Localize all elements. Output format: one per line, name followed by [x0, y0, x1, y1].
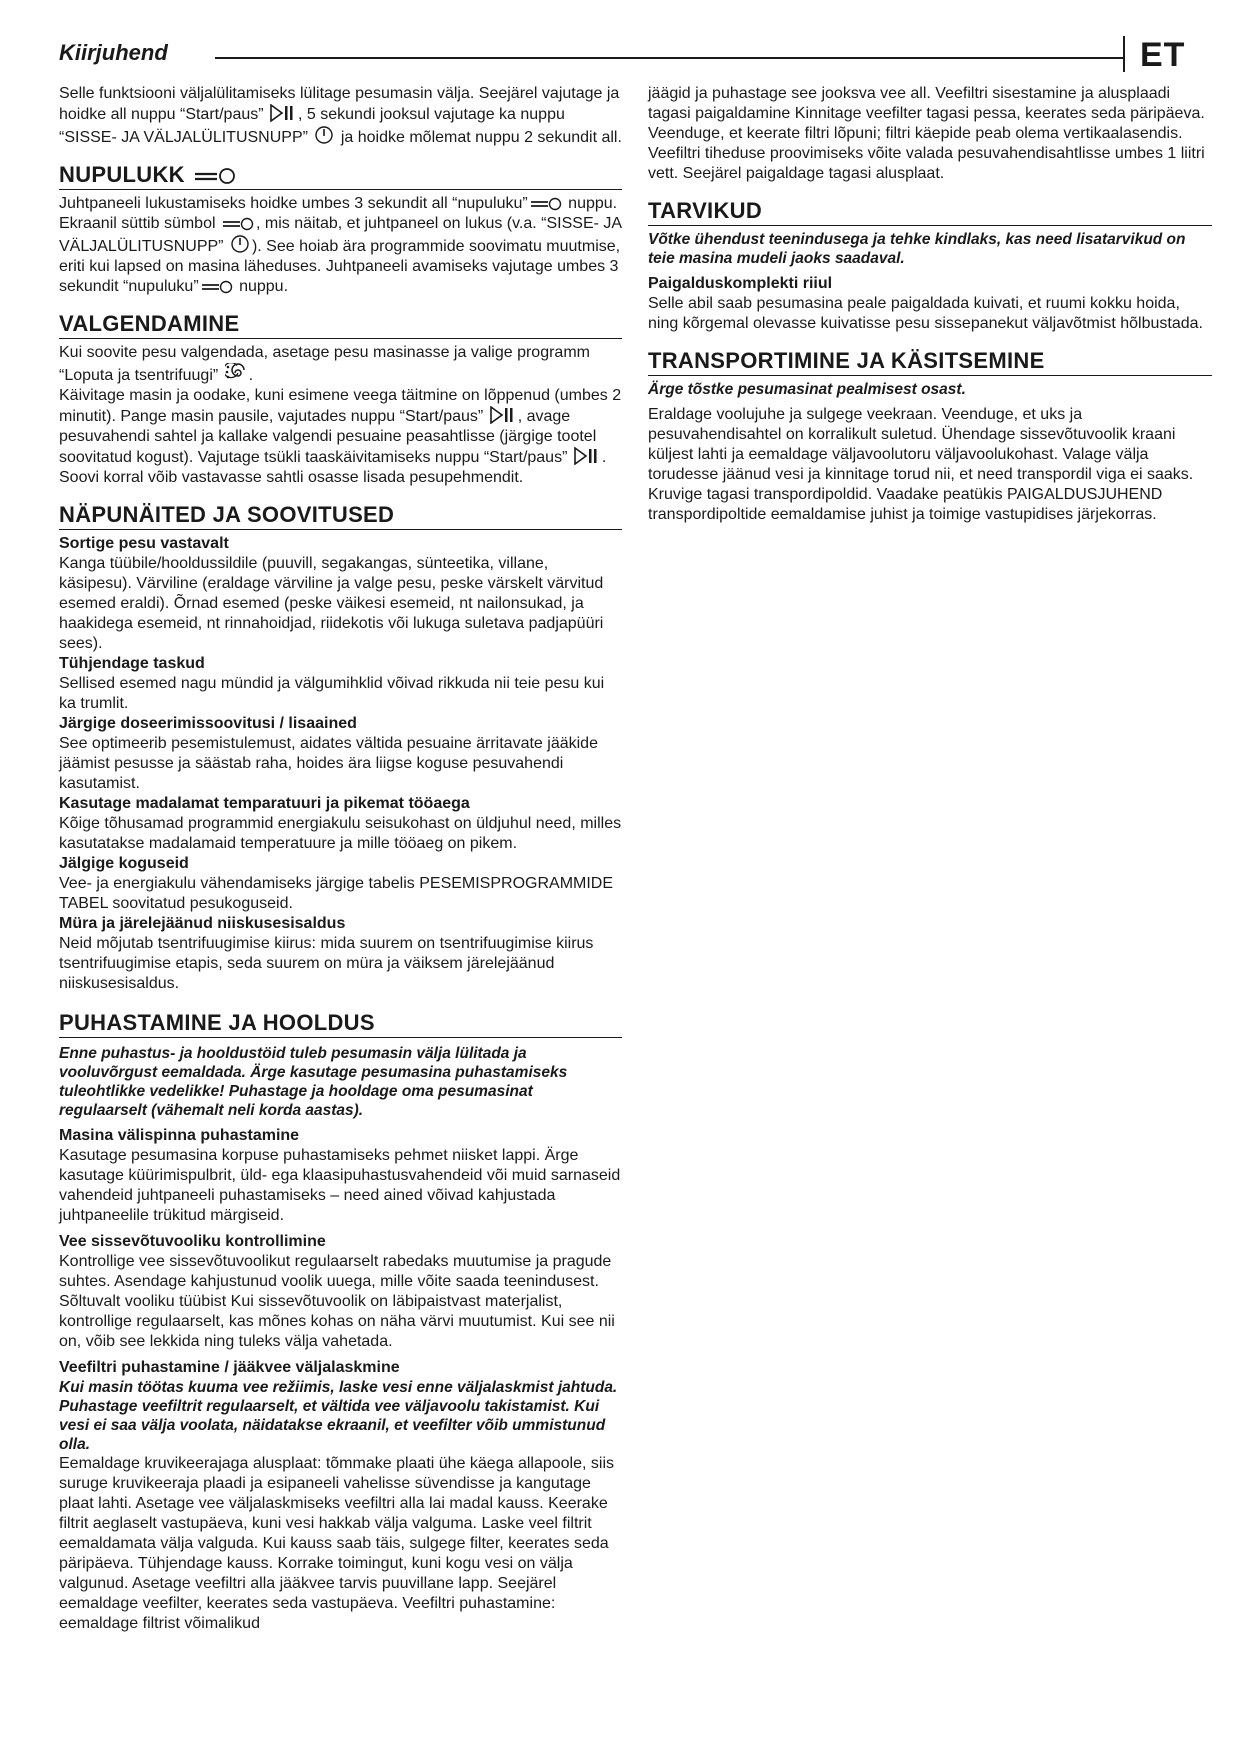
tip-body: Sellised esemed nagu mündid ja välgumihklid võivad rikkuda nii teie pesu kui ka trumlit. [59, 675, 605, 712]
voolik-text: Kontrollige vee sissevõtuvoolikut regulaarselt rabedaks muutumise ja pragude suhtes. Asendage kahjustunud voolik uuega, mille võite saada teenindusest. Sõltuvalt vooliku tüübist Kui sissevõtuvoolik on läbipaistvast materjalist, kontrollige regulaarselt, kas mõnes kohas on näha värvi muutumist. Kui see nii on, võib see lekkida ning tuleks välja vahetada. [59, 1253, 615, 1350]
nupulukk-heading: NUPULUKK [59, 162, 622, 190]
tip-body: Vee- ja energiakulu vähendamiseks järgige tabelis PESEMISPROGRAMMIDE TABEL soovitatud pesukoguseid. [59, 875, 614, 912]
riiul-heading: Paigalduskomplekti riiul [648, 275, 833, 292]
tarvikud-heading: TARVIKUD [648, 198, 1212, 226]
tip-heading: Järgige doseerimissoovitusi / lisaained [59, 715, 357, 732]
napunaited-heading: NÄPUNÄITED JA SOOVITUSED [59, 502, 622, 530]
valgendamine-text-1: Kui soovite pesu valgendada, asetage pesu masinasse ja valige programm “Loputa ja tsentrifuugi” . [59, 344, 590, 384]
start-pause-icon [574, 447, 600, 465]
filter-heading: Veefiltri puhastamine / jääkvee väljalaskmine [59, 1359, 400, 1376]
language-code: ET [1140, 36, 1186, 74]
nupulukk-section [59, 162, 622, 297]
power-icon [230, 234, 250, 254]
transport-heading: TRANSPORTIMINE JA KÄSITSEMINE [648, 348, 1212, 376]
puhastamine-warning: Enne puhastus- ja hooldustöid tuleb pesumasin välja lülitada ja vooluvõrgust eemaldada. Ärge kasutage pesumasina puhastamiseks tuleohtlikke vedelikke! Puhastage ja hooldage oma pesumasinat regulaarselt (vähemalt neli korda aastas). [59, 1045, 568, 1119]
tips-list [59, 534, 622, 994]
nupulukk-text: Juhtpaneeli lukustamiseks hoidke umbes 3 sekundit all “nupuluku” nuppu. Ekraanil süttib sümbol , mis näitab, et juhtpaneel on lukus (v.a. “SISSE- JA VÄLJALÜLITUSNUPP” ). See hoiab ära programmide soovimatu muutmise, eriti kui lapsed on masina läheduses. Juhtpaneeli avamiseks vajutage umbes 3 sekundit “nupuluku” nuppu. [59, 195, 622, 295]
start-pause-icon [490, 406, 516, 424]
key-lock-icon [530, 197, 562, 211]
tip-heading: Sortige pesu vastavalt [59, 535, 229, 552]
riiul-text: Selle abil saab pesumasina peale paigaldada kuivati, et ruumi kokku hoida, ning kõrgemal olevasse kuivatisse pesu sissepanekut väljavõtmist hõlbustada. [648, 295, 1203, 332]
filter-warning: Kui masin töötas kuuma vee režiimis, laske vesi enne väljalaskmist jahtuda. Puhastage veefiltrit regulaarselt, et vältida vee väljavoolu takistamist. Kui vesi ei saa välja voolata, näidatakse ekraanil, et veefilter võib ummistunud olla. [59, 1379, 618, 1453]
voolik-heading: Vee sissevõtuvooliku kontrollimine [59, 1233, 326, 1250]
tip-body: Neid mõjutab tsentrifuugimise kiirus: mida suurem on tsentrifuugimise kiirus tsentrifuugimise etapis, seda suurem on müra ja väiksem järelejäänud niiskusesisaldus. [59, 935, 594, 992]
transport-text: Eraldage voolujuhe ja sulgege veekraan. Veenduge, et uks ja pesuvahendisahtel on korralikult suletud. Ühendage sissevõtuvoolik kraani küljest lahti ja eemaldage väljavoolutoru väljavoolukohast. Valage välja torudesse jäänud vesi ja kinnitage torud nii, et need transpordil viga ei saaks. Kruvige tagasi transpordipoldid. Vaadake peatükis PAIGALDUSJUHEND transpordipoltide eemaldamise juhist ja toimige vastupidises järjekorras. [648, 406, 1194, 523]
header-divider [1123, 36, 1125, 72]
filter-text: Eemaldage kruvikeerajaga alusplaat: tõmmake plaati ühe käega allapoole, siis suruge kruvikeeraja plaadi ja esipaneeli vahelisse süvendisse ja kangutage plaat lahti. Asetage vee väljalaskmiseks veefiltri alla lai madal kauss. Keerake filtrit aeglaselt vastupäeva, kuni vesi hakkab välja valguma. Laske veel filtrit eemaldamata välja valguda. Kui kauss saab täis, sulgege filter, keerates seda päripäeva. Tühjendage kauss. Korrake toimingut, kuni kogu vesi on välja valgunud. Asetage veefiltri alla jääkvee tarvis puuvillane lapp. Seejärel eemaldage veefilter, keerates seda vastupäeva. Veefiltri puhastamine: eemaldage filtrist võimalikud [59, 1455, 614, 1632]
tarvikud-note: Võtke ühendust teenindusega ja tehke kindlaks, kas need lisatarvikud on teie masina mudeli jaoks saadaval. [648, 231, 1186, 267]
valgendamine-heading: VALGENDAMINE [59, 311, 622, 339]
tip-heading: Kasutage madalamat temparatuuri ja pikemat tööaega [59, 795, 470, 812]
filter-continuation [648, 84, 1212, 184]
valgendamine-text-2: Käivitage masin ja oodake, kuni esimene veega täitmine on lõppenud (umbes 2 minutit). Pange masin pausile, vajutades nuppu “Start/paus” , avage pesuvahendi sahtel ja kallake valgendi pesuaine peasahtlisse (järgige tootel soovitatud kogust). Vajutage tsükli taaskäivitamiseks nuppu “Start/paus” . [59, 387, 622, 466]
power-icon [314, 125, 334, 145]
intro-text: Selle funktsiooni väljalülitamiseks lülitage pesumasin välja. Seejärel vajutage ja hoidke all nuppu “Start/paus” , 5 sekundi jooksul vajutage ka nuppu “SISSE- JA VÄLJALÜLITUSNUPP” ja hoidke mõlemat nuppu 2 sekundit all. [59, 85, 622, 146]
key-lock-icon [222, 217, 254, 231]
valgendamine-section [59, 311, 622, 488]
tip-heading: Tühjendage taskud [59, 655, 205, 672]
valispind-text: Kasutage pesumasina korpuse puhastamiseks pehmet niisket lappi. Ärge kasutage küürimispulbrit, üld- ega klaasipuhastusvahendeid või muid sarnaseid vahendeid juhtpaneeli puhastamiseks – need ained võivad kahjustada juhtpaneelile trükitud märgiseid. [59, 1147, 621, 1224]
left-column [59, 84, 622, 1634]
tip-heading: Müra ja järelejäänud niiskusesisaldus [59, 915, 346, 932]
tip-body: Kanga tüübile/hooldussildile (puuvill, segakangas, sünteetika, villane, käsipesu). Värviline (eraldage värviline ja valge pesu, peske värskelt värvitud esemed eraldi). Õrnad esemed (peske väikesi esemeid, nt nailonsukad, ja haakidega esemeid, nt rinnahoidjad, riidekotis või lukuga suletava padjapüüri sees). [59, 555, 604, 652]
transport-section [648, 348, 1212, 525]
key-lock-icon [193, 167, 237, 185]
right-column [648, 84, 1212, 525]
rinse-spin-icon [225, 363, 247, 383]
valispind-heading: Masina välispinna puhastamine [59, 1127, 300, 1144]
tip-body: See optimeerib pesemistulemust, aidates vältida pesuaine ärritavate jääkide jäämist pesusse ja säästab raha, hoides ära liigse koguse pesuvahendi kasutamist. [59, 735, 598, 792]
tip-heading: Jälgige koguseid [59, 855, 189, 872]
tarvikud-section [648, 198, 1212, 334]
header-rule [215, 57, 1125, 59]
valgendamine-text-3: Soovi korral võib vastavasse sahtli osasse lisada pesupehmendit. [59, 469, 524, 486]
napunaited-section [59, 502, 622, 994]
start-pause-icon [270, 104, 296, 122]
puhastamine-heading: PUHASTAMINE JA HOOLDUS [59, 1010, 622, 1038]
manual-title: Kiirjuhend [59, 40, 168, 65]
filter-text-continued: jäägid ja puhastage see jooksva vee all. Veefiltri sisestamine ja alusplaadi tagasi paigaldamine Kinnitage veefilter tagasi pessa, keerates seda päripäeva. Veenduge, et keerate filtri lõpuni; filtri käepide peab olema vertikaalasendis. Veefiltri tiheduse proovimiseks võite valada pesuvahendisahtlisse umbes 1 liitri vett. Seejärel paigaldage tagasi alusplaat. [648, 85, 1205, 182]
puhastamine-section [59, 1010, 622, 1634]
transport-note: Ärge tõstke pesumasinat pealmisest osast. [648, 381, 966, 398]
intro-section [59, 84, 622, 148]
key-lock-icon [201, 280, 233, 294]
tip-body: Kõige tõhusamad programmid energiakulu seisukohast on üldjuhul need, milles kasutatakse madalamaid temperatuure ja mille tööaeg on pikem. [59, 815, 622, 852]
